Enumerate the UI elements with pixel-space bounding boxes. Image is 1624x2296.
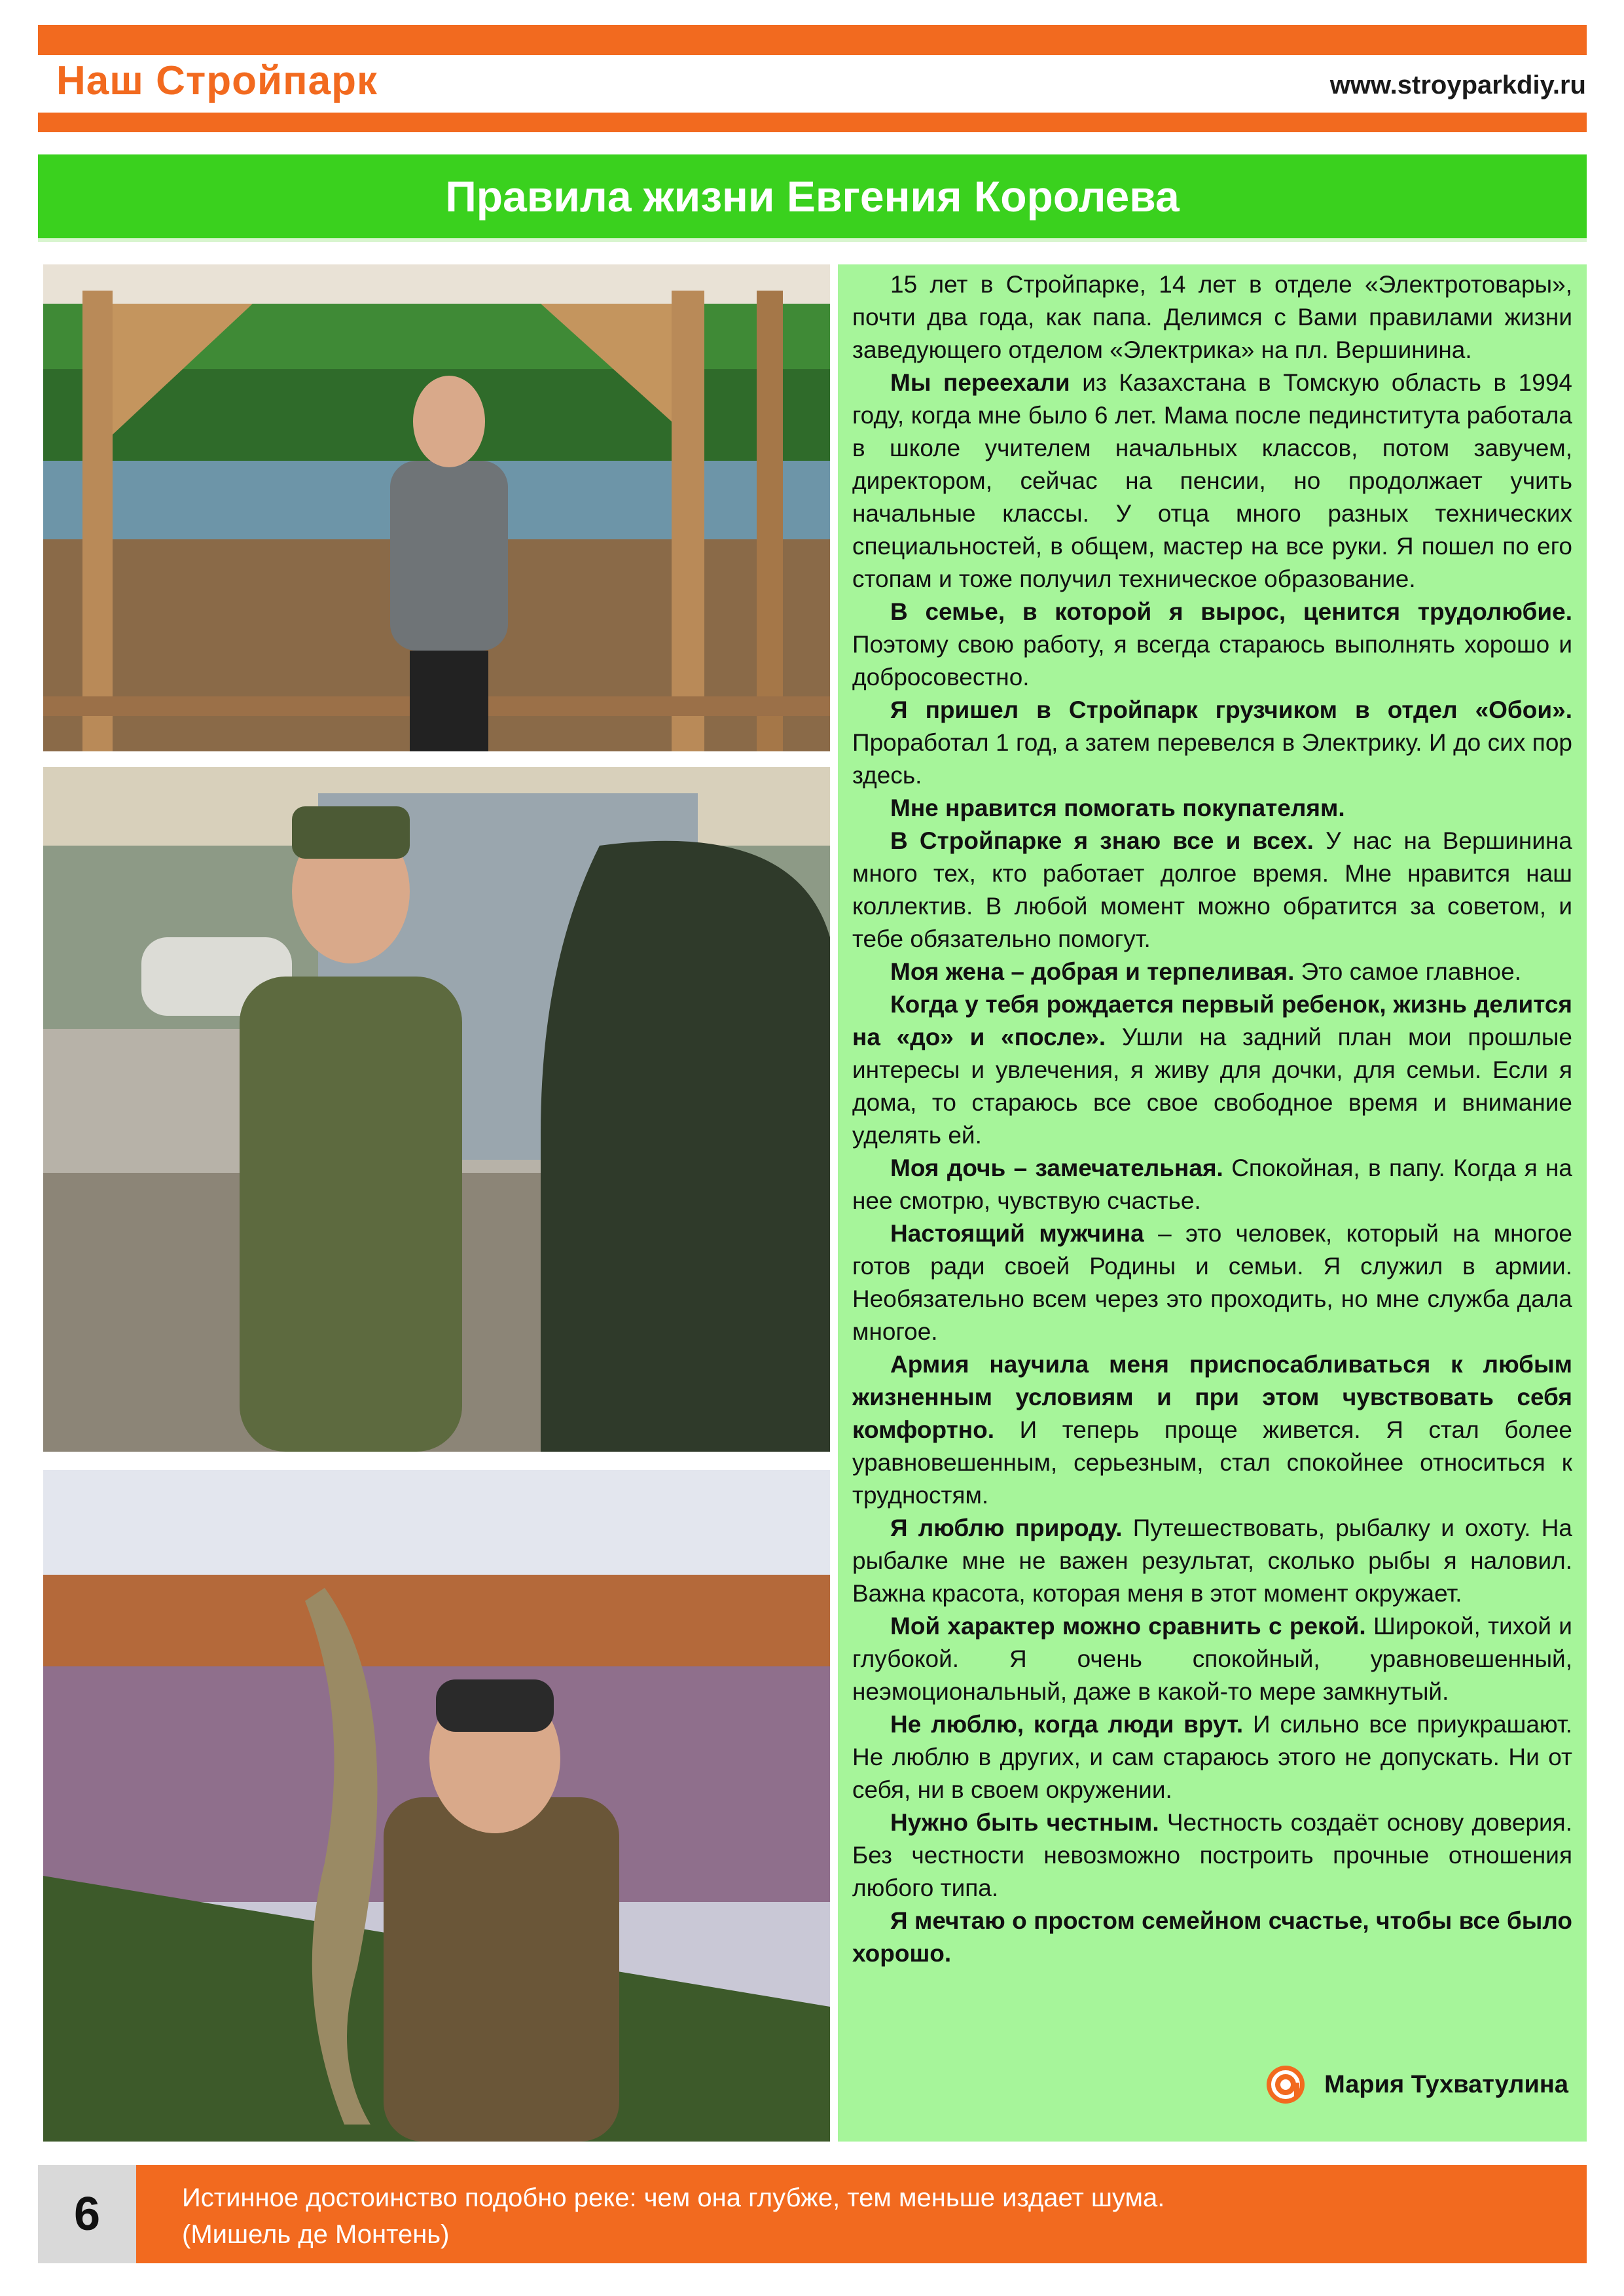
photo-army-uniform xyxy=(43,767,830,1452)
paragraph-nature: Я люблю природу. Путешествовать, рыбалку и охоту. На рыбалке мне не важен результат, сколько рыбы я наловил. Важна красота, которая меня в этот момент окружает. xyxy=(852,1515,1572,1607)
photo-fishing-pike xyxy=(43,1470,830,2142)
photo-gazebo-lake xyxy=(43,264,830,751)
paragraph-honesty: Нужно быть честным. Честность создаёт основу доверия. Без честности невозможно построить прочные отношения любого типа. xyxy=(852,1809,1572,1901)
article-title-band xyxy=(38,154,1587,242)
paragraph-help-customers: Мне нравится помогать покупателям. xyxy=(890,795,1345,821)
brand-name: Наш Стройпарк xyxy=(56,58,378,103)
paragraph-real-man: Настоящий мужчина – это человек, который на многое готов ради своей Родины и семьи. Я служил в армии. Необязательно всем через это проходить, но мне служба дала многое. xyxy=(852,1220,1572,1345)
quote-text: Истинное достоинство подобно реке: чем она глубже, тем меньше издает шума. xyxy=(182,2183,1165,2212)
footer-quote xyxy=(136,2165,1587,2263)
paragraph-know-everyone: В Стройпарке я знаю все и всех. У нас на Вершинина много тех, кто работает долгое время. Мне нравится наш коллектив. В любой момент можно обратится за советом, и тебе обязательно помогут. xyxy=(852,827,1572,952)
article-text-column xyxy=(838,264,1587,2142)
paragraph-character: Мой характер можно сравнить с рекой. Широкой, тихой и глубокой. Я очень спокойный, уравновешенный, неэмоциональный, даже в какой-то мере замкнутый. xyxy=(852,1613,1572,1705)
paragraph-moved: Мы переехали из Казахстана в Томскую область в 1994 году, когда мне было 6 лет. Мама после пединститута работала в школе учителем начальных классов, потом завучем, директором, сейчас на пенсии, но продолжает учить начальные классы. У отца много разных технических специальностей, в общем, мастер на все руки. Я пошел по его стопам и тоже получил техническое образование. xyxy=(852,369,1572,592)
paragraph-intro: 15 лет в Стройпарке, 14 лет в отделе «Электротовары», почти два года, как папа. Делимся с Вами правилами жизни заведующего отделом «Электрика» на пл. Вершинина. xyxy=(852,271,1572,363)
paragraph-army: Армия научила меня приспосабливаться к любым жизненным условиям и при этом чувствовать себя комфортно. И теперь проще живется. Я стал более уравновешенным, серьезным, стал спокойнее относиться к трудностям. xyxy=(852,1351,1572,1509)
paragraph-dream: Я мечтаю о простом семейном счастье, чтобы все было хорошо. xyxy=(852,1907,1572,1967)
paragraph-family-values: В семье, в которой я вырос, ценится трудолюбие. Поэтому свою работу, я всегда стараюсь выполнять хорошо и добросовестно. xyxy=(852,598,1572,691)
paragraph-lies: Не люблю, когда люди врут. И сильно все приукрашают. Не люблю в других, и сам стараюсь этого не допускать. Ни от себя, ни в своем окружении. xyxy=(852,1711,1572,1803)
author-signature xyxy=(1265,2064,1568,2105)
article-title: Правила жизни Евгения Королева xyxy=(445,172,1180,221)
paragraph-wife: Моя жена – добрая и терпеливая. Это самое главное. xyxy=(890,958,1521,985)
top-orange-bar xyxy=(38,25,1587,55)
quote-author: (Мишель де Монтень) xyxy=(182,2220,450,2249)
paragraph-daughter: Моя дочь – замечательная. Спокойная, в папу. Когда я на нее смотрю, чувствую счастье. xyxy=(852,1155,1572,1214)
paragraph-first-child: Когда у тебя рождается первый ребенок, жизнь делится на «до» и «после». Ушли на задний план мои прошлые интересы и увлечения, я живу для дочки, для семьи. Если я дома, то стараюсь все свое свободное время и внимание уделять ей. xyxy=(852,991,1572,1149)
page-number: 6 xyxy=(38,2165,136,2263)
paragraph-came-to-stroypark: Я пришел в Стройпарк грузчиком в отдел «Обои». Проработал 1 год, а затем перевелся в Электрику. И до сих пор здесь. xyxy=(852,696,1572,789)
page-footer xyxy=(38,2165,1587,2263)
at-sign-icon xyxy=(1265,2064,1306,2105)
header-underline-bar xyxy=(38,113,1587,132)
website-link[interactable]: www.stroyparkdiy.ru xyxy=(1329,71,1586,99)
author-name: Мария Тухватулина xyxy=(1324,2070,1568,2098)
